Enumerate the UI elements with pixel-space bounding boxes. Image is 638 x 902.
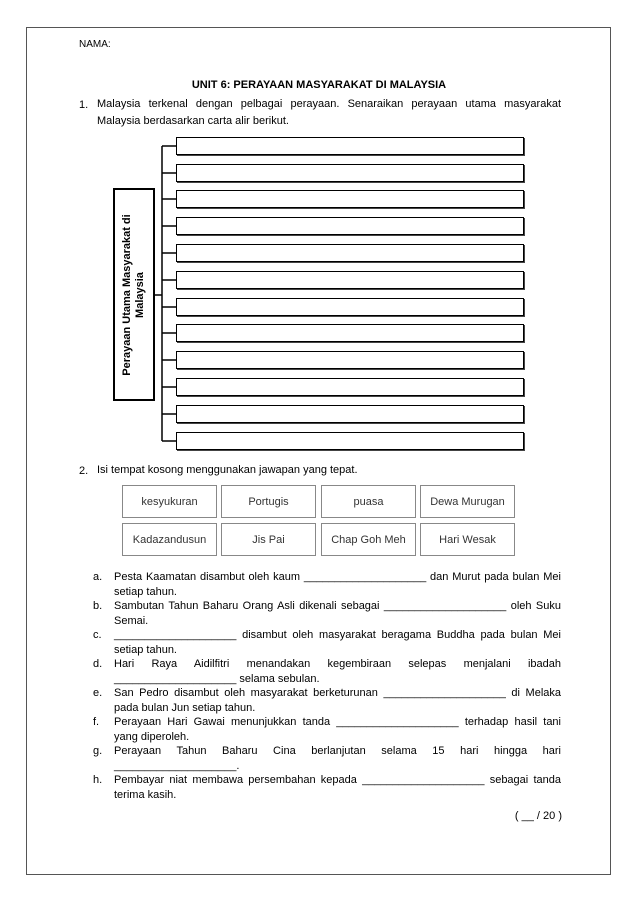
answer-box-4[interactable] [176,217,524,235]
item-label: a. [93,571,103,583]
q2-text: Isi tempat kosong menggunakan jawapan yang tepat. [97,464,358,476]
question-item-a [93,570,561,600]
answer-box-10[interactable] [176,378,524,396]
question-item-d [93,657,561,687]
item-label: b. [93,600,103,612]
answer-box-8[interactable] [176,324,524,342]
word-bank-item: Kadazandusun [122,523,217,556]
flow-root-label-line2: Malaysia [134,271,146,318]
item-text: Pembayar niat membawa persembahan kepada ____________________ sebagai tanda terima kasih. [114,774,561,801]
word-bank-item: Dewa Murugan [420,485,515,518]
item-label: g. [93,745,103,757]
answer-box-1[interactable] [176,137,524,155]
item-text: Perayaan Tahun Baharu Cina berlanjutan selama 15 hari hingga hari ____________________. [114,745,561,772]
answer-box-6[interactable] [176,271,524,289]
word-bank-item: puasa [321,485,416,518]
question-item-f [93,715,561,745]
item-text: Pesta Kaamatan disambut oleh kaum ____________________ dan Murut pada bulan Mei setiap tahun. [114,571,561,598]
answer-box-9[interactable] [176,351,524,369]
answer-box-7[interactable] [176,298,524,316]
score-box: ( __ / 20 ) [514,810,562,822]
word-bank-item: Jis Pai [221,523,316,556]
answer-box-5[interactable] [176,244,524,262]
item-text: San Pedro disambut oleh masyarakat berketurunan ____________________ di Melaka pada bulan Jun setiap tahun. [114,687,561,714]
answer-box-3[interactable] [176,190,524,208]
word-bank-item: Hari Wesak [420,523,515,556]
page-title: UNIT 6: PERAYAAN MASYARAKAT DI MALAYSIA [191,79,447,91]
word-bank-item: kesyukuran [122,485,217,518]
item-text: ____________________ disambut oleh masyarakat beragama Buddha pada bulan Mei setiap tahun. [114,629,561,656]
question-item-g [93,744,561,774]
q1-text: Malaysia terkenal dengan pelbagai perayaan. Senaraikan perayaan utama masyarakat Malaysia berdasarkan carta alir berikut. [97,98,561,127]
flow-root-box [113,188,155,401]
answer-box-11[interactable] [176,405,524,423]
word-bank-item: Chap Goh Meh [321,523,416,556]
item-text: Sambutan Tahun Baharu Orang Asli dikenali sebagai ____________________ oleh Suku Semai. [114,600,561,627]
q2-number: 2. [79,465,89,477]
q1-number: 1. [79,99,89,111]
item-text: Perayaan Hari Gawai menunjukkan tanda ____________________ terhadap hasil tani yang diperoleh. [114,716,561,743]
question-item-c [93,628,561,658]
question-item-b [93,599,561,629]
answer-box-12[interactable] [176,432,524,450]
item-text: Hari Raya Aidilfitri menandakan kegembiraan selepas menjalani ibadah ____________________ selama sebulan. [114,658,561,685]
question-item-e [93,686,561,716]
item-label: h. [93,774,103,786]
question-item-h [93,773,561,803]
name-label: NAMA: [79,39,111,50]
item-label: d. [93,658,103,670]
flow-root-label-line1: Perayaan Utama Masyarakat di [121,213,133,376]
item-label: c. [93,629,102,641]
item-label: f. [93,716,100,728]
answer-box-2[interactable] [176,164,524,182]
flow-root-label [121,214,147,375]
word-bank-item: Portugis [221,485,316,518]
item-label: e. [93,687,103,699]
